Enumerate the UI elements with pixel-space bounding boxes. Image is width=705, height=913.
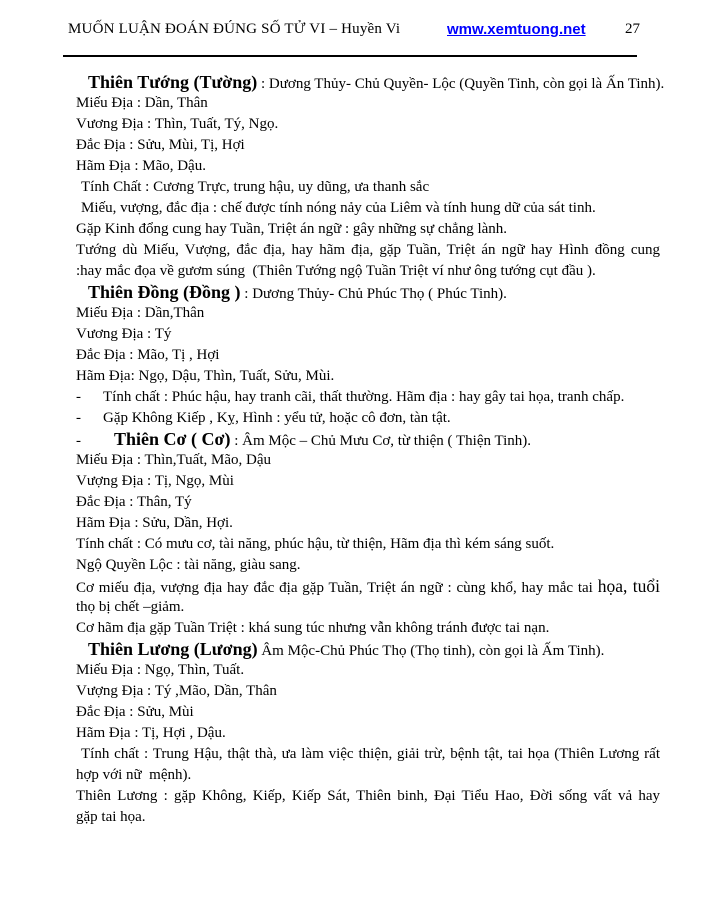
text-span: Miếu, vượng, đắc địa : chế được tính nóng nảy của Liêm và tính hung dữ của sát tinh. [81,200,596,216]
text-line [76,261,660,282]
text-span: Miếu Địa : Thìn,Tuất, Mão, Dậu [76,452,271,468]
text-line [76,114,660,135]
star-name-bold: Thiên Tướng (Tường) [88,72,258,92]
text-span: Miếu Địa : Dần,Thân [76,305,205,321]
text-span: Hãm Địa : Sửu, Dần, Hợi. [76,515,233,531]
text-line [76,660,660,681]
text-span: hợp với nữ mệnh). [76,767,192,783]
text-span: Vương Địa : Thìn, Tuất, Tý, Ngọ. [76,116,279,132]
document-body [76,72,665,828]
bullet-dash: - [76,389,81,405]
text-span: Hãm Địa: Ngọ, Dậu, Thìn, Tuất, Sửu, Mùi. [76,368,335,384]
section-heading-line [76,72,665,93]
star-name-bold: Thiên Cơ ( Cơ) [114,429,231,449]
text-line [76,723,660,744]
text-line [76,408,660,429]
website-link[interactable]: wmw.xemtuong.net [447,21,586,38]
text-span: :hay mắc đọa về gươm súng (Thiên Tướng ngộ Tuần Triệt ví như ông tướng cụt đầu ). [76,263,596,279]
text-span: Cơ hãm địa gặp Tuần Triệt : khá sung túc nhưng vẫn không tránh được tai nạn. [76,620,550,636]
text-span: Hãm Địa : Tị, Hợi , Dậu. [76,725,226,741]
text-line [76,240,660,261]
text-line [76,93,660,114]
text-line [76,786,660,807]
text-span: Đắc Địa : Thân, Tý [76,494,192,510]
page-number: 27 [625,21,640,37]
text-line [76,387,660,408]
text-line [76,471,660,492]
text-span: thọ bị chết –giảm. [76,599,185,615]
text-line [76,513,660,534]
page-header-title: MUỐN LUẬN ĐOÁN ĐÚNG SỐ TỬ VI – Huyền Vi [68,21,401,37]
text-span: : Dương Thủy- Chủ Phúc Thọ ( Phúc Tinh). [240,286,507,302]
text-span: : Âm Mộc – Chủ Mưu Cơ, từ thiện ( Thiện Tinh). [230,433,532,449]
text-span: họa, tuổi [597,576,661,596]
star-name-bold: Thiên Lương (Lương) [88,639,258,659]
star-name-bold: Thiên Đồng (Đồng ) [88,282,241,302]
text-span: Âm Mộc-Chủ Phúc Thọ (Thọ tinh), còn gọi là Ấm Tinh). [257,643,605,659]
bullet-dash: - [76,410,81,426]
text-line [76,597,660,618]
text-span: Vượng Địa : Tý ,Mão, Dần, Thân [76,683,277,699]
text-span: Gặp Không Kiếp , Kỵ, Hình : yểu tử, hoặc cô đơn, tàn tật. [103,410,451,426]
section-heading-line [76,282,660,303]
text-line [76,366,660,387]
text-line [76,618,660,639]
text-span: Miếu Địa : Dần, Thân [76,95,208,111]
text-span: Đắc Địa : Sửu, Mùi [76,704,194,720]
text-line [76,681,660,702]
text-line [76,345,660,366]
text-line [76,450,660,471]
text-span: Vương Địa : Tý [76,326,172,342]
text-line [76,744,660,765]
text-span: Đắc Địa : Sửu, Mùi, Tị, Hợi [76,137,245,153]
text-span: Tính chất : Phúc hậu, hay tranh cãi, thất thường. Hãm địa : hay gây tai họa, tranh chấp. [103,389,625,405]
text-span: gặp tai họa. [76,809,146,825]
text-line [76,198,660,219]
text-line [76,303,660,324]
text-span: Tính chất : Có mưu cơ, tài năng, phúc hậu, từ thiện, Hãm địa thì kém sáng suốt. [76,536,555,552]
header-divider [63,55,637,57]
text-line [76,576,660,597]
text-line [76,219,660,240]
text-span: Tính Chất : Cương Trực, trung hậu, uy dũng, ưa thanh sắc [81,179,430,195]
text-span: Tính chất : Trung Hậu, thật thà, ưa làm việc thiện, giải trừ, bệnh tật, tai họa (Thiên Lương rất [81,746,660,762]
text-span: Ngộ Quyền Lộc : tài năng, giàu sang. [76,557,301,573]
text-span: Thiên Lương : gặp Không, Kiếp, Kiếp Sát, Thiên binh, Đại Tiểu Hao, Đời sống vất vả hay [76,788,660,804]
text-span: Cơ miếu địa, vượng địa hay đắc địa gặp Tuần, Triệt án ngữ : cùng khổ, hay mắc tai [76,580,598,596]
text-span: Miếu Địa : Ngọ, Thìn, Tuất. [76,662,245,678]
text-line [76,555,660,576]
text-line [76,177,660,198]
text-line [76,135,660,156]
text-line [76,702,660,723]
text-line [76,765,660,786]
bullet-dash: - [76,433,81,449]
text-span: Tướng dù Miếu, Vượng, đắc địa, hay hãm địa, gặp Tuần, Triệt án ngữ hay Hình đồng cung [76,242,660,258]
section-heading-line [76,429,660,450]
text-line [76,534,660,555]
text-line [76,492,660,513]
text-span: Vượng Địa : Tị, Ngọ, Mùi [76,473,234,489]
text-span: Hãm Địa : Mão, Dậu. [76,158,206,174]
section-heading-line [76,639,660,660]
text-span: Gặp Kinh đổng cung hay Tuần, Triệt án ngữ : gây những sự chẳng lành. [76,221,508,237]
text-line [76,156,660,177]
text-span: : Dương Thủy- Chủ Quyền- Lộc (Quyền Tinh, còn gọi là Ấn Tinh). [257,76,665,92]
text-span: Đắc Địa : Mão, Tị , Hợi [76,347,220,363]
text-line [76,324,660,345]
text-line [76,807,660,828]
